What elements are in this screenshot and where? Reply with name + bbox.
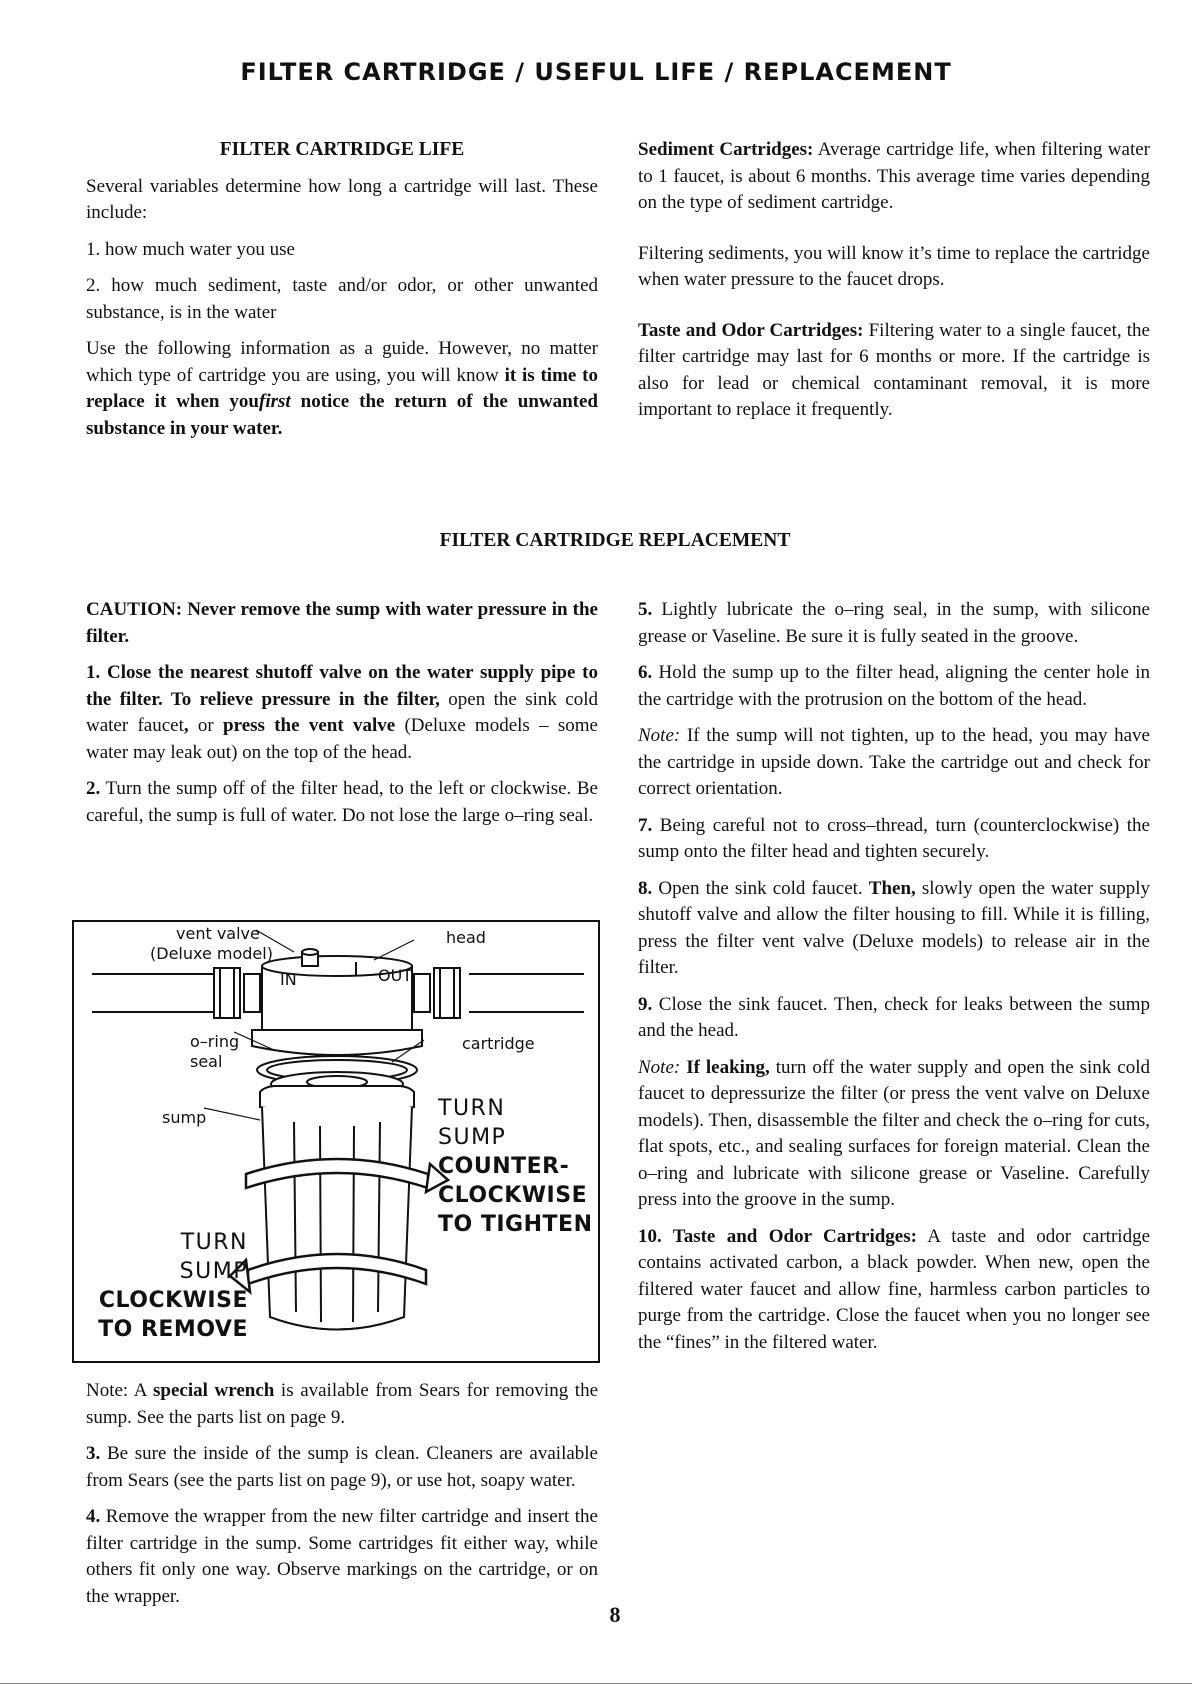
page-title: FILTER CARTRIDGE / USEFUL LIFE / REPLACEMENT <box>240 58 952 86</box>
replacement-steps-left-top <box>86 597 598 839</box>
replacement-steps-right <box>638 597 1150 1366</box>
step-3: 3. Be sure the inside of the sump is clean. Cleaners are available from Sears (see the parts list on page 9), or use hot, soapy water. <box>86 1443 598 1491</box>
filter-diagram <box>72 920 600 1363</box>
label-turn-remove: TURN SUMP CLOCKWISE TO REMOVE <box>98 1230 248 1342</box>
taste-odor-paragraph: Taste and Odor Cartridges: Filtering water to a single faucet, the filter cartridge may last for 6 months or more. If the cartridge is also for lead or chemical contaminant removal, it is more important to replace it frequently. <box>638 319 1150 420</box>
label-seal: seal <box>190 1052 223 1071</box>
life-item-1: 1. how much water you use <box>86 238 295 260</box>
sediment-paragraph: Sediment Cartridges: Average cartridge life, when filtering water to 1 faucet, is about 6 months. This average time varies depending on the type of sediment cartridge. <box>638 139 1150 213</box>
step-8: 8. Open the sink cold faucet. Then, slowly open the water supply shutoff valve and allow the filter housing to fill. While it is filling, press the filter vent valve (Deluxe models) to release air in the filter. <box>638 877 1151 978</box>
label-deluxe-model: (Deluxe model) <box>150 944 273 963</box>
label-cartridge: cartridge <box>462 1034 535 1053</box>
label-sump: sump <box>162 1108 207 1127</box>
section-heading-life: FILTER CARTRIDGE LIFE <box>219 139 465 160</box>
life-guide: Use the following information as a guide. However, no matter which type of cartridge you are using, you will know it is time to replace it when youfirst notice the return of the unwanted substance in your water. <box>86 338 599 439</box>
sediment-paragraph-2: Filtering sediments, you will know it’s time to replace the cartridge when water pressure to the faucet drops. <box>638 242 1150 290</box>
label-o-ring: o–ring <box>190 1032 240 1051</box>
note-upside-down: Note: If the sump will not tighten, up to the head, you may have the cartridge in upside down. Take the cartridge out and check for correct orientation. <box>638 725 1150 799</box>
life-item-2: 2. how much sediment, taste and/or odor, or other unwanted substance, is in the water <box>86 275 598 323</box>
section-heading-replacement: FILTER CARTRIDGE REPLACEMENT <box>439 530 791 551</box>
cartridge-types-section <box>638 137 1150 434</box>
step-10: 10. Taste and Odor Cartridges: A taste and odor cartridge contains activated carbon, a black powder. When new, open the filtered water faucet and allow fine, harmless carbon particles to purge from the cartridge. Close the faucet when you no longer see the “fines” in the filtered water. <box>638 1225 1150 1353</box>
step-1: 1. Close the nearest shutoff valve on the water supply pipe to the filter. To relieve pressure in the filter, open the sink cold water faucet, or press the vent valve (Deluxe models – some water may leak out) on the top of the head. <box>86 662 598 763</box>
step-7: 7. Being careful not to cross–thread, turn (counterclockwise) the sump onto the filter head and tighten securely. <box>638 814 1150 862</box>
replacement-steps-left-bottom <box>86 1378 598 1620</box>
bottom-rule <box>0 1683 1192 1684</box>
label-out: OUT <box>378 966 413 985</box>
step-5: 5. Lightly lubricate the o–ring seal, in the sump, with silicone grease or Vaseline. Be sure it is fully seated in the groove. <box>638 599 1150 647</box>
label-vent-valve: vent valve <box>176 924 260 943</box>
note-leaking: Note: If leaking, turn off the water supply and open the sink cold faucet to depressurize the filter (or press the vent valve on Deluxe models). Then, disassemble the filter and check the o–ring for cuts, flat spots, etc., and sealing surfaces for foreign material. Clean the o–ring and lubricate with silicone grease or Vaseline. Carefully press into the groove in the sump. <box>638 1056 1150 1210</box>
life-intro: Several variables determine how long a cartridge will last. These include: <box>86 175 598 223</box>
page-number: 8 <box>609 1602 621 1627</box>
wrench-note: Note: A special wrench is available from Sears for removing the sump. See the parts list on page 9. <box>86 1380 598 1428</box>
caution-text: CAUTION: Never remove the sump with water pressure in the filter. <box>86 599 598 647</box>
label-in: IN <box>280 970 297 989</box>
label-head: head <box>446 928 486 947</box>
step-4: 4. Remove the wrapper from the new filter cartridge and insert the filter cartridge in the sump. Some cartridges fit either way, while others fit only one way. Observe markings on the cartridge, or on the wrapper. <box>86 1506 598 1607</box>
step-6: 6. Hold the sump up to the filter head, aligning the center hole in the cartridge with the protrusion on the bottom of the head. <box>638 662 1150 710</box>
label-turn-tighten: TURN SUMP COUNTER- CLOCKWISE TO TIGHTEN <box>438 1096 593 1237</box>
cartridge-life-section <box>86 137 598 452</box>
step-2: 2. Turn the sump off of the filter head, to the left or clockwise. Be careful, the sump is full of water. Do not lose the large o–ring seal. <box>86 778 598 826</box>
step-9: 9. Close the sink faucet. Then, check for leaks between the sump and the head. <box>638 993 1150 1041</box>
